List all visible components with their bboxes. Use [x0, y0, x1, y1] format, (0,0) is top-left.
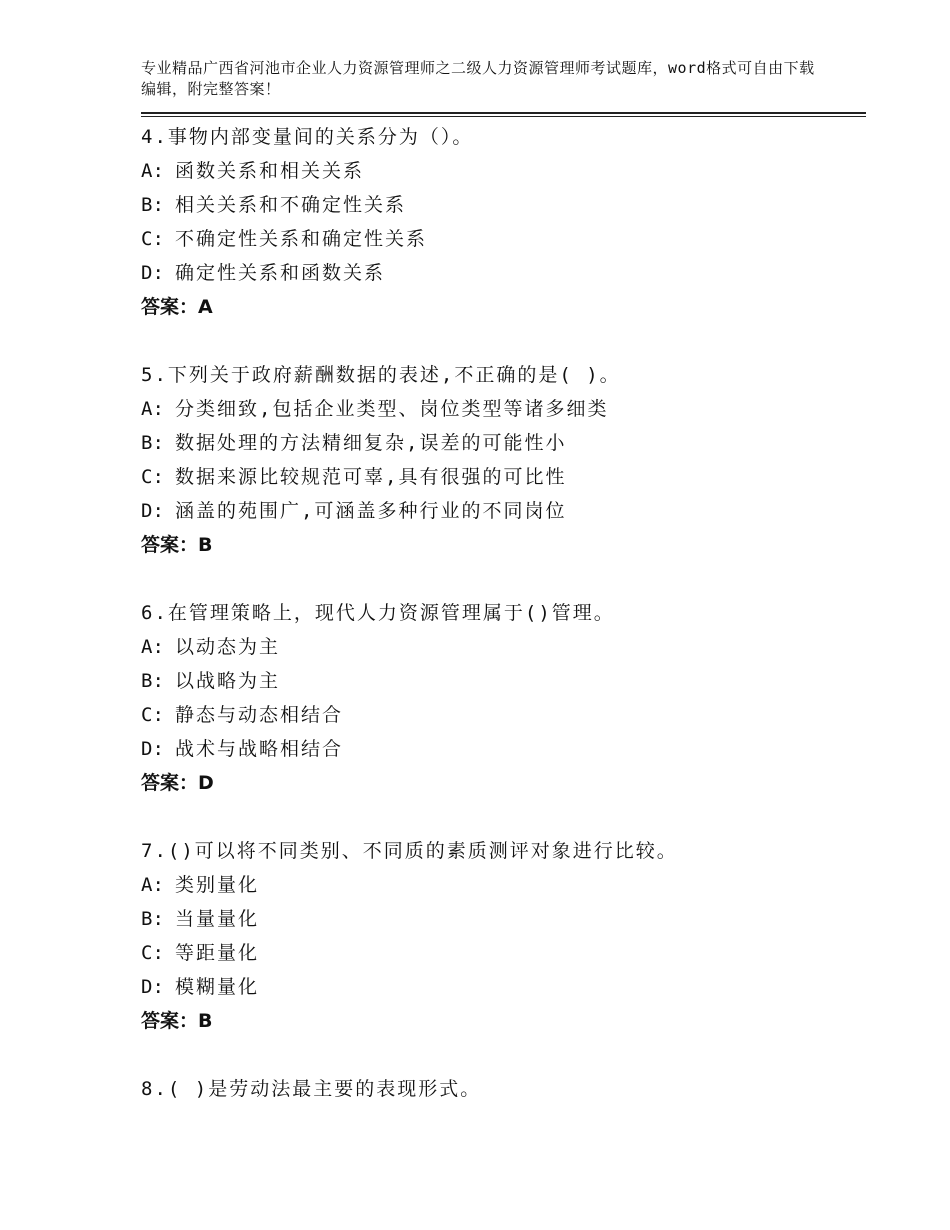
- answer-option: [141, 970, 866, 1004]
- option-text: 类别量化: [175, 874, 260, 896]
- option-letter: A:: [141, 398, 164, 420]
- option-letter: D:: [141, 738, 164, 760]
- answer-key: 答案：B: [141, 534, 213, 556]
- answer-option: [141, 188, 866, 222]
- question-block: [141, 358, 866, 562]
- option-letter: A:: [141, 636, 164, 658]
- option-text: 当量量化: [175, 908, 260, 930]
- option-text: 战术与战略相结合: [175, 738, 344, 760]
- option-text: 等距量化: [175, 942, 260, 964]
- option-text: 不确定性关系和确定性关系: [175, 228, 428, 250]
- answer-option: [141, 630, 866, 664]
- option-letter: D:: [141, 976, 164, 998]
- answer-option: [141, 664, 866, 698]
- question-block: [141, 596, 866, 800]
- option-text: 确定性关系和函数关系: [175, 262, 386, 284]
- answer-key: 答案：D: [141, 772, 214, 794]
- answer-option: [141, 494, 866, 528]
- question-block: [141, 834, 866, 1038]
- question-block: [141, 1072, 866, 1106]
- question-text: 7.()可以将不同类别、不同质的素质测评对象进行比较。: [141, 840, 678, 862]
- answer-option: [141, 392, 866, 426]
- option-letter: B:: [141, 670, 164, 692]
- option-text: 以动态为主: [175, 636, 281, 658]
- answer-option: [141, 698, 866, 732]
- question-block: [141, 120, 866, 324]
- option-text: 静态与动态相结合: [175, 704, 344, 726]
- option-letter: A:: [141, 874, 164, 896]
- question-text: 8.( )是劳动法最主要的表现形式。: [141, 1078, 482, 1100]
- option-letter: D:: [141, 500, 164, 522]
- answer-key: 答案：A: [141, 296, 213, 318]
- header-divider: [141, 112, 866, 114]
- answer-option: [141, 426, 866, 460]
- question-text: 4.事物内部变量间的关系分为（）。: [141, 126, 474, 148]
- question-text: 5.下列关于政府薪酬数据的表述,不正确的是( )。: [141, 364, 621, 386]
- answer-option: [141, 154, 866, 188]
- answer-option: [141, 256, 866, 290]
- option-text: 模糊量化: [175, 976, 260, 998]
- answer-option: [141, 936, 866, 970]
- option-letter: C:: [141, 228, 164, 250]
- question-list: [141, 120, 866, 1106]
- option-text: 数据来源比较规范可辜,具有很强的可比性: [175, 466, 567, 488]
- question-text: 6.在管理策略上，现代人力资源管理属于()管理。: [141, 602, 615, 624]
- answer-option: [141, 460, 866, 494]
- option-text: 分类细致,包括企业类型、岗位类型等诸多细类: [175, 398, 609, 420]
- option-letter: D:: [141, 262, 164, 284]
- option-letter: C:: [141, 704, 164, 726]
- document-header: 专业精品广西省河池市企业人力资源管理师之二级人力资源管理师考试题库，word格式可自由下载编辑，附完整答案！: [141, 59, 815, 98]
- option-text: 函数关系和相关关系: [175, 160, 365, 182]
- option-letter: B:: [141, 194, 164, 216]
- answer-option: [141, 222, 866, 256]
- answer-key: 答案：B: [141, 1010, 213, 1032]
- answer-option: [141, 732, 866, 766]
- option-text: 数据处理的方法精细复杂,误差的可能性小: [175, 432, 567, 454]
- option-letter: B:: [141, 432, 164, 454]
- option-text: 涵盖的苑围广,可涵盖多种行业的不同岗位: [175, 500, 567, 522]
- option-letter: A:: [141, 160, 164, 182]
- answer-option: [141, 868, 866, 902]
- option-text: 相关关系和不确定性关系: [175, 194, 407, 216]
- option-letter: C:: [141, 942, 164, 964]
- answer-option: [141, 902, 866, 936]
- option-letter: B:: [141, 908, 164, 930]
- option-letter: C:: [141, 466, 164, 488]
- option-text: 以战略为主: [175, 670, 281, 692]
